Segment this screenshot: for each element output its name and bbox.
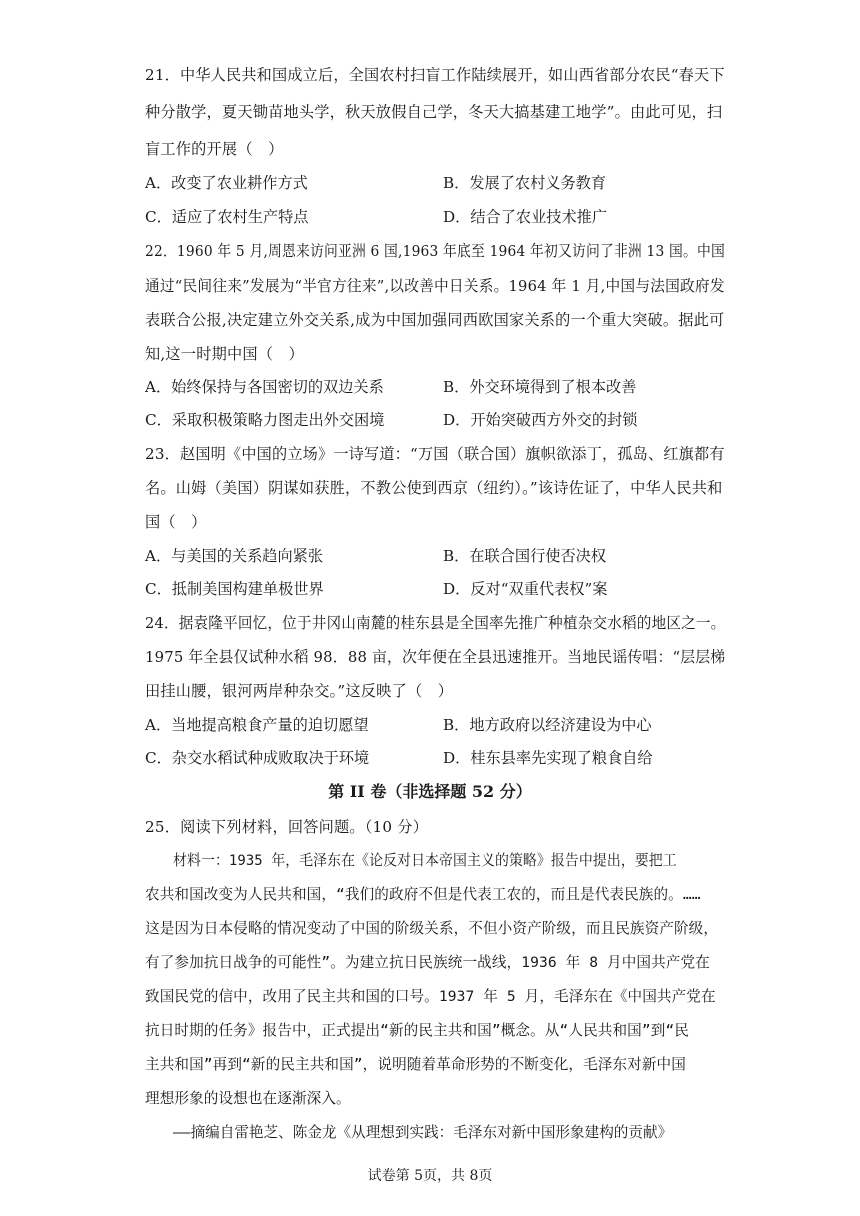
q23-option-a: A．与美国的关系趋向紧张: [145, 547, 324, 565]
q24-line-2: 1975 年全县仅试种水稻 98．88 亩，次年便在全县迅速推开。当地民谣传唱：“层层梯: [145, 648, 726, 666]
q23-option-b: B．在联合国行使否决权: [443, 547, 607, 565]
material-line-7: 主共和国”再到“新的民主共和国”，说明随着革命形势的不断变化，毛泽东对新中国: [145, 1056, 686, 1073]
material-source: ——摘编自雷艳芝、陈金龙《从理想到实践：毛泽东对新中国形象建构的贡献》: [173, 1124, 673, 1141]
q22-line-2: 通过“民间往来”发展为“半官方往来”,以改善中日关系。1964 年 1 月,中国与法国政府发: [145, 277, 725, 295]
q22-option-b: B．外交环境得到了根本改善: [443, 378, 637, 396]
q22-option-d: D．开始突破西方外交的封锁: [443, 411, 638, 429]
q23-line-1: 23．赵国明《中国的立场》一诗写道：“万国（联合国）旗帜欲添丁，孤岛、红旗都有: [145, 445, 725, 463]
q22-line-1: 22．1960 年 5 月,周恩来访问亚洲 6 国,1963 年底至 1964 年初又访问了非洲 13 国。中国: [145, 242, 725, 260]
material-line-5: 致国民党的信中，改用了民主共和国的口号。1937 年 5 月，毛泽东在《中国共产党在: [145, 988, 716, 1005]
q21-option-a: A．改变了农业耕作方式: [145, 174, 308, 192]
q22-option-a: A．始终保持与各国密切的双边关系: [145, 378, 384, 396]
q24-option-c: C．杂交水稻试种成败取决于环境: [145, 749, 370, 767]
material-line-1: 材料一：1935 年，毛泽东在《论反对日本帝国主义的策略》报告中提出，要把工: [173, 852, 677, 869]
material-line-6: 抗日时期的任务》报告中，正式提出“新的民主共和国”概念。从“人民共和国”到“民: [145, 1022, 690, 1039]
q23-option-d: D．反对“双重代表权”案: [443, 580, 608, 598]
q24-option-b: B．地方政府以经济建设为中心: [443, 716, 652, 734]
q21-option-c: C．适应了农村生产特点: [145, 208, 309, 226]
material-line-2: 农共和国改变为人民共和国，“我们的政府不但是代表工农的，而且是代表民族的。……: [145, 886, 701, 903]
q23-line-3: 国（ ）: [145, 513, 207, 531]
q24-option-a: A．当地提高粮食产量的迫切愿望: [145, 716, 369, 734]
q24-line-1: 24．据袁隆平回忆，位于井冈山南麓的桂东县是全国率先推广种植杂交水稻的地区之一。: [145, 614, 726, 632]
q21-option-b: B．发展了农村义务教育: [443, 174, 607, 192]
section-title: 第 II 卷（非选择题 52 分）: [328, 782, 532, 801]
q25-stem: 25．阅读下列材料，回答问题。（10 分）: [145, 818, 429, 836]
q22-option-c: C．采取积极策略力图走出外交困境: [145, 411, 385, 429]
material-line-8: 理想形象的设想也在逐渐深入。: [145, 1090, 351, 1107]
q24-line-3: 田挂山腰，银河两岸种杂交。”这反映了（ ）: [145, 682, 454, 700]
q21-line-2: 种分散学，夏天锄苗地头学，秋天放假自己学，冬天大搞基建工地学”。由此可见，扫: [145, 103, 723, 121]
q23-line-2: 名。山姆（美国）阴谋如获胜，不教公使到西京（纽约）。”该诗佐证了，中华人民共和: [145, 479, 723, 497]
material-line-4: 有了参加抗日战争的可能性”。为建立抗日民族统一战线，1936 年 8 月中国共产党在: [145, 954, 710, 971]
q21-line-1: 21．中华人民共和国成立后，全国农村扫盲工作陆续展开，如山西省部分农民“春天下: [145, 66, 725, 84]
q24-option-d: D．桂东县率先实现了粮食自给: [443, 749, 653, 767]
q23-option-c: C．抵制美国构建单极世界: [145, 580, 324, 598]
q21-line-3: 盲工作的开展（ ）: [145, 140, 284, 158]
page-footer: 试卷第 5页，共 8页: [367, 1168, 493, 1184]
q21-option-d: D．结合了农业技术推广: [443, 208, 608, 226]
q22-line-4: 知,这一时期中国（ ）: [145, 345, 304, 363]
material-line-3: 这是因为日本侵略的情况变动了中国的阶级关系，不但小资产阶级，而且民族资产阶级，: [145, 920, 719, 937]
q22-line-3: 表联合公报,决定建立外交关系,成为中国加强同西欧国家关系的一个重大突破。据此可: [145, 311, 725, 329]
